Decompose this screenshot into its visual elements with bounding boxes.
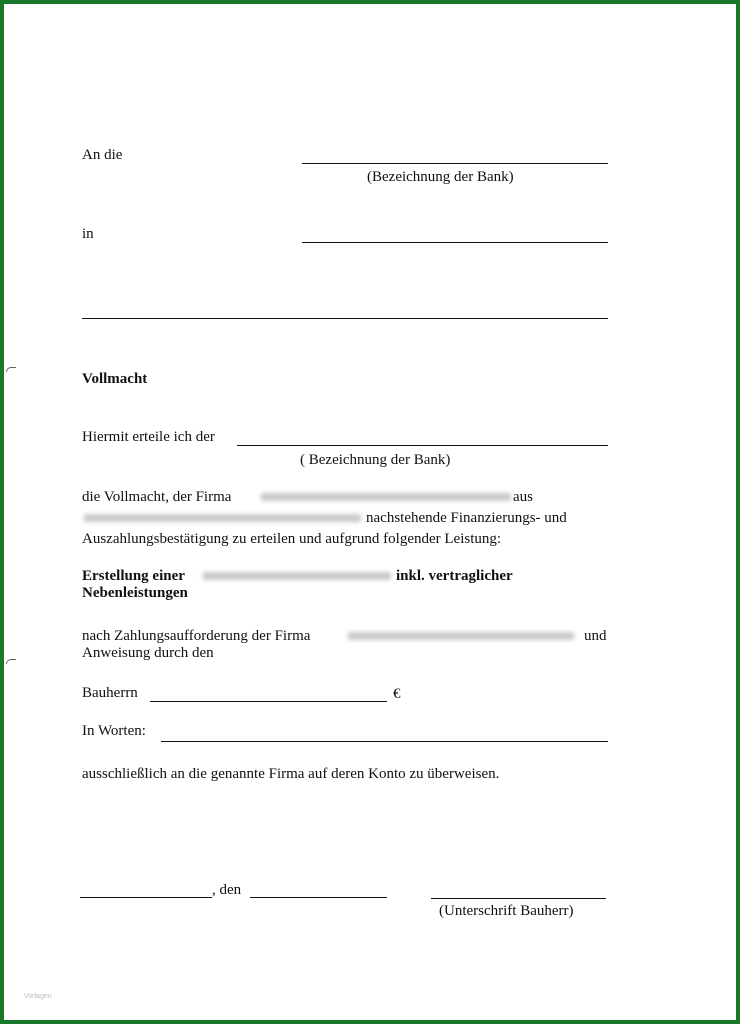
document-title: Vollmacht [82,371,148,387]
paragraph2-line2: Anweisung durch den [82,645,214,661]
address-field[interactable] [82,318,608,319]
paragraph2-line1-start: nach Zahlungsaufforderung der Firma [82,628,311,644]
amount-label: Bauherrn [82,685,138,701]
place-field[interactable] [80,897,212,898]
date-field[interactable] [250,897,387,898]
paragraph2-line1-end: und [584,628,607,644]
redacted-company-name-2 [348,632,574,640]
an-die-label: An die [82,147,123,163]
granting-bank-caption: ( Bezeichnung der Bank) [300,452,451,468]
amount-field[interactable] [150,701,387,702]
bank-name-caption: (Bezeichnung der Bank) [367,169,514,185]
hiermit-text: Hiermit erteile ich der [82,429,215,445]
margin-mark-top [6,367,16,372]
service-line1-start: Erstellung einer [82,568,185,584]
margin-mark-bottom [6,659,16,664]
redacted-company-name [261,493,511,501]
signature-field[interactable] [431,898,606,899]
redacted-company-address [84,514,361,522]
paragraph1-line1-end: aus [513,489,533,505]
paragraph1-line1-start: die Vollmacht, der Firma [82,489,232,505]
in-words-label: In Worten: [82,723,146,739]
redacted-service-name [203,572,391,580]
service-line2: Nebenleistungen [82,585,188,601]
paragraph1-line2-end: nachstehende Finanzierungs- und [366,510,567,526]
service-line1-end: inkl. vertraglicher [396,568,513,584]
currency-symbol: € [393,686,401,702]
in-label: in [82,226,94,242]
signature-caption: (Unterschrift Bauherr) [439,903,574,919]
den-label: , den [212,882,242,898]
transfer-text: ausschließlich an die genannte Firma auf deren Konto zu überweisen. [82,766,500,782]
bank-name-field[interactable] [302,163,608,164]
document-page [4,4,736,1020]
granting-bank-field[interactable] [237,445,608,446]
in-words-field[interactable] [161,741,608,742]
bank-location-field[interactable] [302,242,608,243]
watermark: Vorlagen [24,993,52,1000]
paragraph1-line3: Auszahlungsbestätigung zu erteilen und aufgrund folgender Leistung: [82,531,502,547]
